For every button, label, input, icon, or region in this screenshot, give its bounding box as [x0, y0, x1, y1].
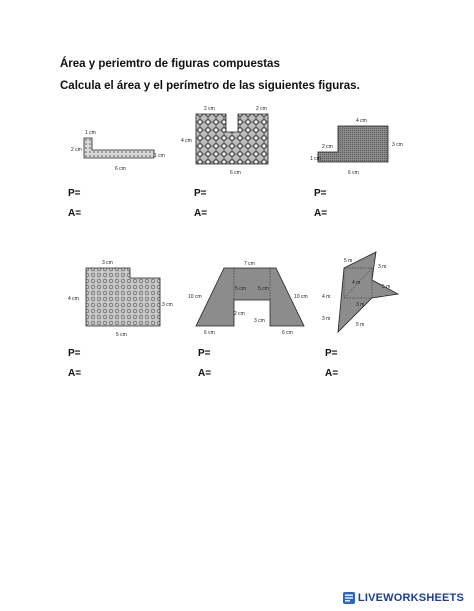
figure-1-perimeter-label: P= [68, 188, 81, 199]
figure-6-composite-triangles [318, 248, 414, 338]
figure-1-shape [84, 138, 154, 158]
figure-1-dim-top: 1 cm [85, 130, 96, 136]
figure-2-dim-top-left: 2 cm [204, 106, 215, 112]
figure-5-trapezoid-cutout [186, 256, 314, 342]
figure-6-dim-top-left: 5 m [344, 258, 353, 264]
figure-5-dim-bottom-right: 6 cm [282, 330, 293, 336]
figure-1-dim-right: 1 cm [154, 153, 165, 159]
figure-2-perimeter-label: P= [194, 188, 207, 199]
figure-1-area-label: A= [68, 208, 82, 219]
figure-3-dim-top: 4 cm [356, 118, 367, 124]
figure-5-area-label: A= [198, 368, 212, 379]
figure-4-perimeter-label: P= [68, 348, 81, 359]
worksheet-title: Área y periemtro de figuras compuestas [60, 58, 280, 70]
figure-5-dim-inner-left: 5 cm [235, 286, 246, 292]
figure-4-shape [86, 268, 160, 326]
figure-5-shape [196, 268, 304, 326]
figure-1-l-shape [68, 122, 168, 178]
figure-5-dim-right-side: 10 cm [294, 294, 308, 300]
figure-6-dim-bottom: 5 m [356, 322, 365, 328]
figure-5-dim-left-side: 10 cm [188, 294, 202, 300]
figure-2-dim-top-right: 2 cm [256, 106, 267, 112]
liveworksheets-logo [343, 592, 464, 604]
figure-5-dim-bottom-left: 6 cm [204, 330, 215, 336]
figure-1-dim-left: 2 cm [71, 147, 82, 153]
figure-5-dim-cutout-width: 3 cm [254, 318, 265, 324]
figure-3-step-shape [310, 112, 410, 184]
figure-6-shape [338, 252, 398, 332]
figure-4-dim-top: 3 cm [102, 260, 113, 266]
figure-3-dim-right: 3 cm [392, 142, 403, 148]
figure-3-perimeter-label: P= [314, 188, 327, 199]
figure-5-dim-inner-right: 5 cm [258, 286, 269, 292]
figure-6-dim-left-lower: 3 m [322, 316, 331, 322]
figure-4-dim-left: 4 cm [68, 296, 79, 302]
figure-5-perimeter-label: P= [198, 348, 211, 359]
figure-6-dim-inner-bottom: 3 m [356, 302, 365, 308]
figure-6-area-label: A= [325, 368, 339, 379]
figure-2-notched-shape [180, 102, 290, 182]
figure-4-dim-right: 3 cm [162, 302, 173, 308]
figure-6-perimeter-label: P= [325, 348, 338, 359]
figure-3-dim-step: 2 cm [322, 144, 333, 150]
figure-6-dim-top-right: 3 m [378, 264, 387, 270]
figure-4-dim-bottom: 5 cm [116, 332, 127, 338]
figure-6-dim-left: 4 m [322, 294, 331, 300]
worksheet-instruction: Calcula el área y el perímetro de las siguientes figuras. [60, 80, 360, 92]
figure-6-dim-inner: 4 m [352, 280, 361, 286]
figure-4-cut-rectangle [66, 254, 186, 340]
figure-2-dim-left: 4 cm [181, 138, 192, 144]
liveworksheets-logo-icon [343, 592, 355, 604]
figure-4-area-label: A= [68, 368, 82, 379]
figure-3-area-label: A= [314, 208, 328, 219]
liveworksheets-brand-text: LIVEWORKSHEETS [357, 592, 464, 604]
figure-5-dim-cutout-height: 2 cm [234, 311, 245, 317]
figure-3-dim-bottom: 6 cm [348, 170, 359, 176]
figure-3-dim-left: 1 cm [310, 156, 321, 162]
figure-2-dim-bottom: 6 cm [230, 170, 241, 176]
figure-2-shape [196, 114, 268, 164]
figure-2-area-label: A= [194, 208, 208, 219]
figure-1-dim-bottom: 6 cm [115, 166, 126, 172]
figure-6-dim-right: 5 m [382, 284, 391, 290]
figure-5-dim-top: 7 cm [244, 261, 255, 267]
